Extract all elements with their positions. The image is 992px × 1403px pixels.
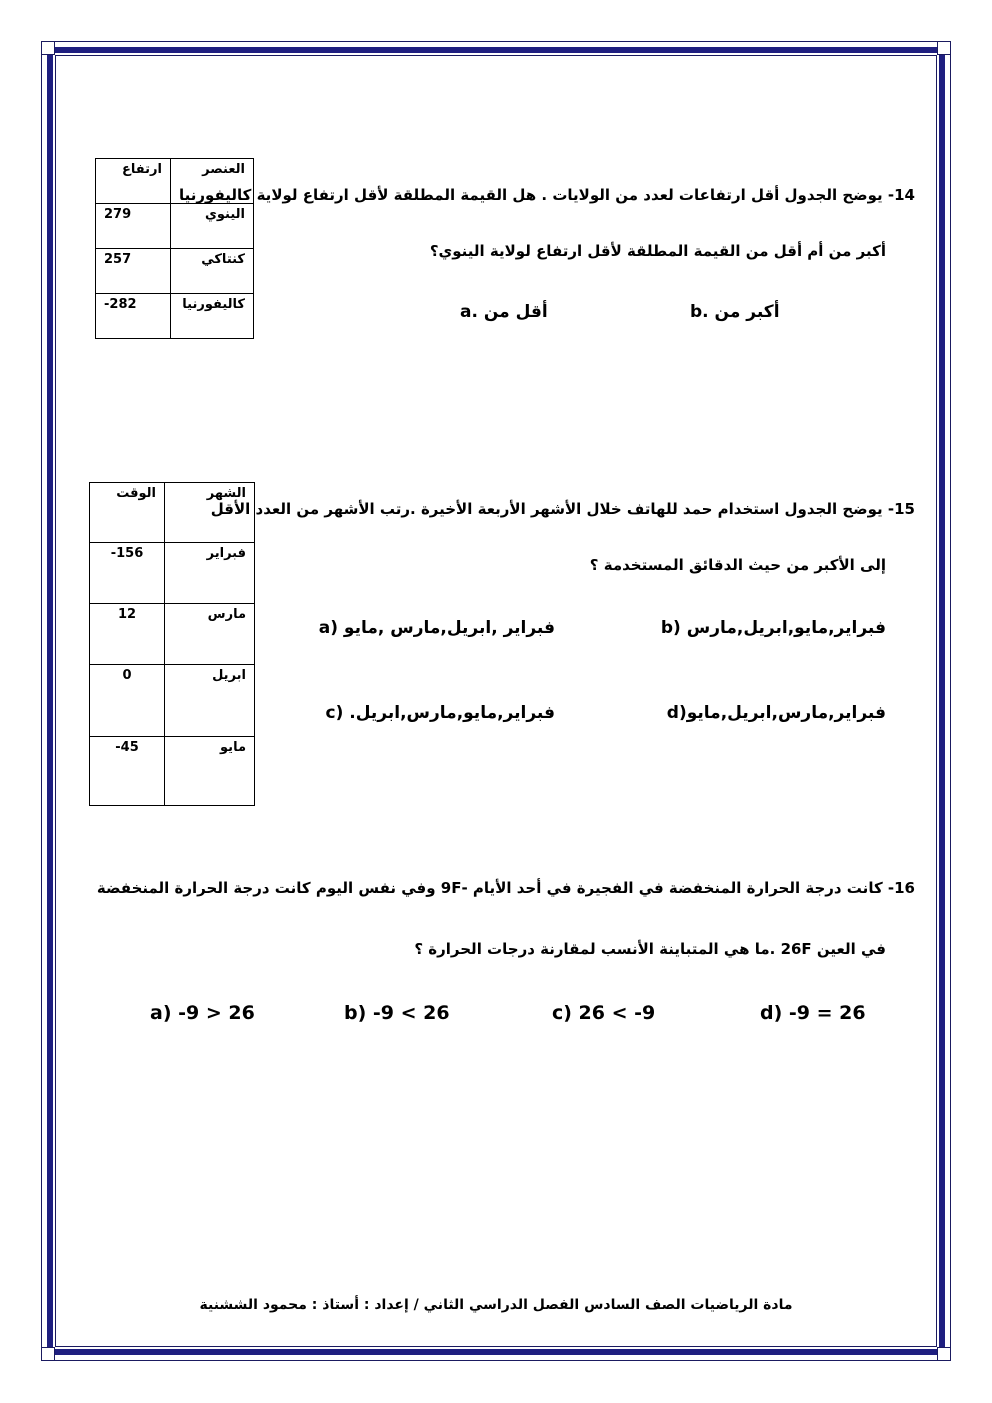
q15-cell-february: فبراير	[165, 543, 255, 604]
q15-option-b: فبراير,مايو,ابريل,مارس (b	[660, 618, 886, 638]
q15-line-2: إلى الأكبر من حيث الدقائق المستخدمة ؟	[589, 556, 886, 574]
q15-cell-march-value: 12	[90, 604, 165, 665]
q14-line-2: أكبر من أم أقل من القيمة المطلقة لأقل ارتفاع لولاية الينوي؟	[429, 242, 886, 260]
q14-option-b: أكبر من .b	[690, 302, 780, 322]
q14-header-height: ارتفاع	[96, 159, 171, 204]
corner-ornament-bottom-left	[41, 1347, 55, 1361]
q14-cell-california-value: -282	[96, 294, 171, 339]
q15-header-month: الشهر	[165, 483, 255, 543]
q15-cell-may: مايو	[165, 737, 255, 806]
q14-cell-illinois-value: 279	[96, 204, 171, 249]
q15-cell-february-value: -156	[90, 543, 165, 604]
q15-cell-may-value: -45	[90, 737, 165, 806]
q16-line-2: في العين 26F .ما هي المتباينة الأنسب لمقارنة درجات الحرارة ؟	[414, 940, 886, 958]
q14-line-1: 14- يوضح الجدول أقل ارتفاعات لعدد من الولايات . هل القيمة المطلقة لأقل ارتفاع لولاية كاليفورنيا	[179, 186, 915, 204]
q15-cell-april-value: 0	[90, 665, 165, 737]
q14-cell-kentucky: كنتاكي	[171, 249, 254, 294]
q16-option-b: b) -9 < 26	[344, 1002, 450, 1024]
q14-cell-illinois: الينوي	[171, 204, 254, 249]
q15-table	[89, 482, 255, 806]
q14-cell-kentucky-value: 257	[96, 249, 171, 294]
q15-option-a: فبراير ,ابريل,مارس ,مايو (a	[318, 618, 555, 638]
q15-option-c: فبراير,مايو,مارس,ابريل. (c	[325, 703, 555, 723]
q16-option-c: c) 26 < -9	[552, 1002, 656, 1024]
corner-ornament-top-left	[41, 41, 55, 55]
q16-option-a: a) -9 > 26	[150, 1002, 255, 1024]
q15-header-time: الوقت	[90, 483, 165, 543]
q15-option-d: فبراير,مارس,ابريل,مايو(d	[666, 703, 886, 723]
q15-line-1: 15- يوضح الجدول استخدام حمد للهاتف خلال الأشهر الأربعة الأخيرة .رتب الأشهر من العدد الأقل	[210, 500, 915, 518]
q14-option-a: أقل من .a	[460, 302, 548, 322]
q16-option-d: d) -9 = 26	[760, 1002, 866, 1024]
q15-cell-april: ابريل	[165, 665, 255, 737]
q15-cell-march: مارس	[165, 604, 255, 665]
corner-ornament-top-right	[937, 41, 951, 55]
corner-ornament-bottom-right	[937, 1347, 951, 1361]
q14-cell-california: كاليفورنيا	[171, 294, 254, 339]
q14-header-state: العنصر	[171, 159, 254, 204]
q16-line-1: 16- كانت درجة الحرارة المنخفضة في الفجيرة في أحد الأيام -9F وفي نفس اليوم كانت درجة الحرارة المنخفضة	[96, 879, 915, 897]
page-footer: مادة الرياضيات الصف السادس الفصل الدراسي الثاني / إعداد : أستاذ : محمود الششنية	[199, 1297, 793, 1313]
